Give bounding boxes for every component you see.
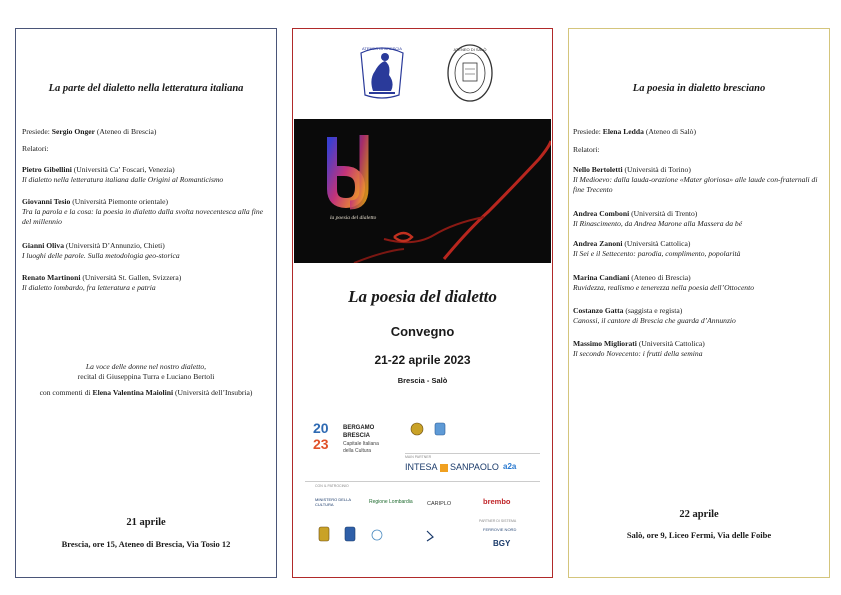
right-relatori-label: Relatori: bbox=[573, 145, 600, 154]
right-speaker-4: Costanzo Gatta (saggista e regista) Canossi, il cantore di Brescia che guarda d’Annunzio bbox=[573, 306, 736, 325]
left-panel-title: La parte del dialetto nella letteratura italiana bbox=[48, 83, 244, 94]
left-speaker-0: Pietro Gibellini (Università Ca’ Foscari, Venezia) Il dialetto nella letteratura italiana dalle Origini al Romanticismo bbox=[22, 165, 224, 184]
bgy-logo: BGY bbox=[493, 539, 511, 548]
patrocinio-divider bbox=[305, 481, 540, 482]
right-chair: Presiede: Elena Ledda (Ateneo di Salò) bbox=[573, 127, 697, 136]
bbc-line2: BRESCIA bbox=[343, 433, 371, 439]
right-panel bbox=[568, 28, 830, 578]
rope-graphic bbox=[294, 119, 551, 263]
right-speaker-2: Andrea Zanoni (Università Cattolica) Il Sei e il Settecento: parodia, complimento, popolarità bbox=[573, 239, 741, 258]
bergamo-brescia-2023-logo bbox=[313, 421, 403, 465]
a2a-logo: a2a bbox=[503, 462, 517, 471]
right-panel-title: La poesia in dialetto bresciano bbox=[632, 83, 766, 94]
partner-sistema-label: PARTNER DI SISTEMA bbox=[479, 519, 517, 523]
center-title: La poesia del dialetto bbox=[348, 287, 497, 306]
main-partner-label: MAIN PARTNER bbox=[405, 455, 432, 459]
municipal-crests bbox=[409, 421, 449, 439]
left-panel bbox=[15, 28, 277, 578]
intesa-sanpaolo-logo: INTESA SANPAOLO bbox=[405, 462, 499, 472]
ateneo-brescia-logo bbox=[355, 45, 409, 101]
left-date: 21 aprile bbox=[126, 517, 166, 528]
left-place: Brescia, ore 15, Ateneo di Brescia, Via Tosio 12 bbox=[61, 539, 231, 549]
partner-divider bbox=[405, 453, 540, 454]
bbc-year-bottom: 23 bbox=[313, 436, 329, 452]
bbc-year-top: 20 bbox=[313, 420, 329, 436]
brembo-logo: brembo bbox=[483, 497, 511, 506]
bbc-line3: Capitale Italiana bbox=[343, 441, 379, 447]
right-place: Salò, ore 9, Liceo Fermi, Via delle Foibe bbox=[626, 530, 772, 540]
bottom-crests bbox=[317, 525, 467, 551]
ferrovie-logo: FERROVIE NORD bbox=[483, 527, 517, 532]
right-speaker-1: Andrea Comboni (Università di Trento) Il Rinascimento, da Andrea Marone alla Massera da bé bbox=[573, 209, 743, 228]
bbc-line1: BERGAMO bbox=[343, 425, 375, 431]
center-panel bbox=[292, 28, 553, 578]
patrocinio-label: CON IL PATROCINIO bbox=[315, 484, 349, 488]
banner-caption: la poesia del dialetto bbox=[330, 215, 377, 221]
right-speaker-0: Nello Bertoletti (Università di Torino) Il Medioevo: dalla lauda-orazione «Mater gloriosa» alle laude con-fraternali di fine Trecento bbox=[573, 165, 818, 194]
left-chair: Presiede: Sergio Onger (Ateneo di Brescia) bbox=[22, 127, 157, 136]
center-dates: 21-22 aprile 2023 bbox=[374, 353, 471, 367]
ateneo-brescia-logo-text: ATENEO DI BRESCIA bbox=[362, 46, 402, 51]
left-speaker-3: Renato Martinoni (Università St. Gallen, Svizzera) Il dialetto lombardo, fra letteratura e patria bbox=[22, 273, 182, 292]
ateneo-salo-logo bbox=[445, 43, 495, 103]
recital-line: recital di Giuseppina Turra e Luciano Bertoli bbox=[77, 372, 215, 381]
right-speaker-3: Marina Candiani (Ateneo di Brescia) Ruvidezza, realismo e tenerezza nella poesia dell’Ottocento bbox=[573, 273, 755, 292]
banner-image bbox=[294, 119, 551, 263]
bbc-line4: della Cultura bbox=[343, 448, 372, 454]
ministero-logo: MINISTERO DELLA CULTURA bbox=[315, 497, 351, 507]
left-relatori-label: Relatori: bbox=[22, 144, 49, 153]
recital-title: La voce delle donne nel nostro dialetto, bbox=[85, 362, 207, 371]
center-places: Brescia - Salò bbox=[397, 376, 448, 385]
right-speaker-5: Massimo Migliorati (Università Cattolica) Il secondo Novecento: i frutti della semina bbox=[573, 339, 705, 358]
cariplo-logo: CARIPLO bbox=[427, 501, 452, 507]
left-speaker-1: Giovanni Tesio (Università Piemonte orientale) Tra la parola e la cosa: la poesia in dialetto dalla svolta novecentesca alla fine del millennio bbox=[22, 197, 264, 226]
center-subtitle: Convegno bbox=[390, 324, 455, 339]
intesa-mark-icon bbox=[440, 464, 448, 472]
regione-lombardia-logo: Regione Lombardia bbox=[369, 499, 413, 505]
recital-comments: con commenti di Elena Valentina Maiolini (Università dell’Insubria) bbox=[39, 388, 253, 397]
right-date: 22 aprile bbox=[679, 509, 719, 520]
ateneo-salo-logo-text: ATENEO DI SALÒ bbox=[453, 47, 487, 52]
left-speaker-2: Gianni Oliva (Università D’Annunzio, Chieti) I luoghi delle parole. Sulla metodologia geo-storica bbox=[22, 241, 180, 260]
